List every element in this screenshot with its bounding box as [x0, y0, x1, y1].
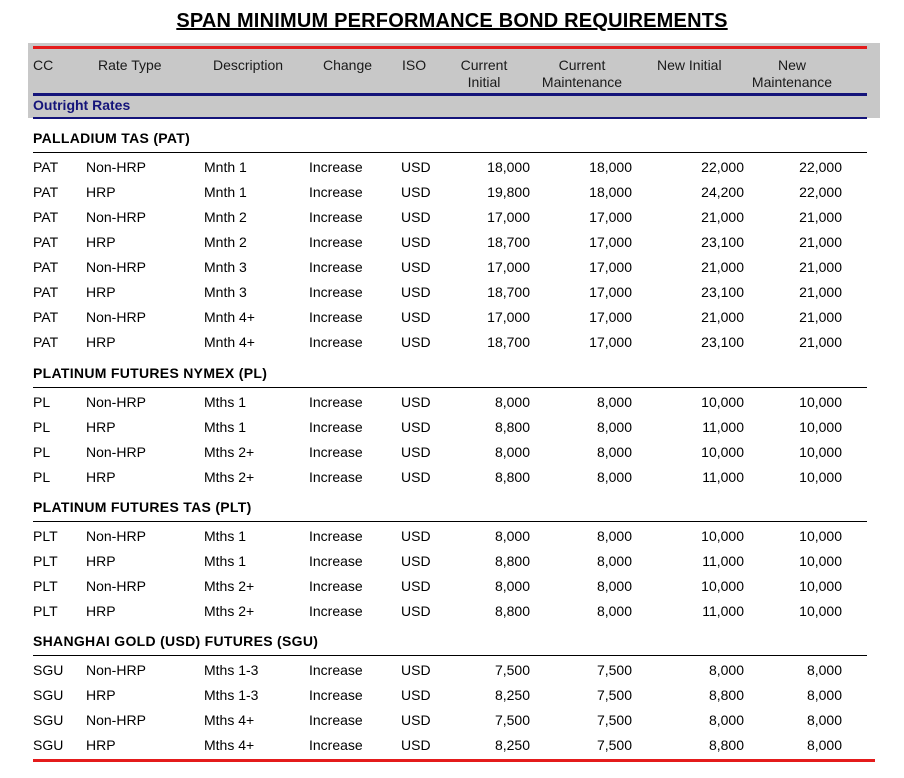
cell-cc: PL: [33, 394, 51, 410]
cell-iso: USD: [401, 662, 431, 678]
cell-rate-type: HRP: [86, 469, 116, 485]
cell-new-initial: 8,000: [708, 662, 744, 678]
cell-change: Increase: [309, 184, 363, 200]
cell-cc: PLT: [33, 603, 58, 619]
cell-description: Mths 2+: [204, 444, 255, 460]
cell-new-initial: 10,000: [701, 394, 744, 410]
cell-current-maintenance: 18,000: [589, 184, 632, 200]
cell-cc: SGU: [33, 687, 64, 703]
cell-new-maintenance: 22,000: [799, 184, 842, 200]
cell-rate-type: Non-HRP: [86, 578, 146, 594]
cell-rate-type: HRP: [86, 234, 116, 250]
cell-description: Mths 1: [204, 394, 247, 410]
cell-iso: USD: [401, 469, 431, 485]
cell-current-maintenance: 17,000: [589, 334, 632, 350]
cell-current-maintenance: 17,000: [589, 234, 632, 250]
cell-new-maintenance: 10,000: [799, 419, 842, 435]
cell-rate-type: Non-HRP: [86, 712, 146, 728]
cell-new-maintenance: 10,000: [799, 528, 842, 544]
cell-change: Increase: [309, 553, 363, 569]
cell-iso: USD: [401, 309, 431, 325]
cell-iso: USD: [401, 419, 431, 435]
cell-rate-type: Non-HRP: [86, 528, 146, 544]
cell-current-maintenance: 7,500: [596, 712, 632, 728]
cell-new-maintenance: 21,000: [799, 284, 842, 300]
col-header-description: Description: [213, 57, 284, 73]
cell-description: Mnth 3: [204, 284, 247, 300]
cell-cc: SGU: [33, 737, 64, 753]
cell-new-maintenance: 8,000: [806, 662, 842, 678]
cell-new-maintenance: 21,000: [799, 259, 842, 275]
section-title: PLATINUM FUTURES TAS (PLT): [33, 499, 252, 515]
cell-description: Mths 1: [204, 553, 247, 569]
cell-new-maintenance: 10,000: [799, 553, 842, 569]
col-header-change: Change: [323, 57, 373, 73]
cell-rate-type: HRP: [86, 334, 116, 350]
page-title: SPAN MINIMUM PERFORMANCE BOND REQUIREMENTS: [176, 10, 728, 32]
cell-current-initial: 18,000: [487, 159, 530, 175]
cell-new-initial: 8,800: [708, 687, 744, 703]
cell-cc: PLT: [33, 528, 58, 544]
cell-rate-type: Non-HRP: [86, 259, 146, 275]
cell-rate-type: HRP: [86, 419, 116, 435]
cell-rate-type: HRP: [86, 603, 116, 619]
cell-change: Increase: [309, 309, 363, 325]
cell-current-maintenance: 18,000: [589, 159, 632, 175]
cell-iso: USD: [401, 234, 431, 250]
cell-current-initial: 8,000: [494, 394, 530, 410]
cell-iso: USD: [401, 159, 431, 175]
cell-new-initial: 21,000: [701, 309, 744, 325]
cell-change: Increase: [309, 209, 363, 225]
cell-description: Mths 2+: [204, 578, 255, 594]
cell-current-initial: 19,800: [487, 184, 530, 200]
cell-current-initial: 8,800: [494, 553, 530, 569]
cell-change: Increase: [309, 444, 363, 460]
section-divider: [33, 655, 867, 656]
cell-change: Increase: [309, 419, 363, 435]
cell-iso: USD: [401, 394, 431, 410]
cell-rate-type: Non-HRP: [86, 394, 146, 410]
col-header-current-maintenance-line2: Maintenance: [541, 74, 623, 90]
cell-new-initial: 10,000: [701, 578, 744, 594]
cell-rate-type: HRP: [86, 737, 116, 753]
cell-current-initial: 8,000: [494, 528, 530, 544]
cell-new-initial: 11,000: [702, 553, 744, 569]
cell-current-maintenance: 17,000: [589, 259, 632, 275]
cell-current-initial: 18,700: [487, 284, 530, 300]
cell-current-initial: 17,000: [487, 209, 530, 225]
cell-cc: PAT: [33, 309, 59, 325]
cell-new-initial: 11,000: [702, 469, 744, 485]
cell-current-maintenance: 8,000: [596, 419, 632, 435]
cell-description: Mnth 1: [204, 159, 247, 175]
cell-change: Increase: [309, 687, 363, 703]
header-top-rule: [33, 46, 867, 49]
cell-rate-type: HRP: [86, 184, 116, 200]
cell-cc: PAT: [33, 184, 59, 200]
cell-description: Mths 1-3: [204, 687, 259, 703]
cell-new-maintenance: 10,000: [799, 394, 842, 410]
cell-change: Increase: [309, 259, 363, 275]
cell-iso: USD: [401, 209, 431, 225]
cell-new-initial: 23,100: [701, 234, 744, 250]
cell-cc: PAT: [33, 209, 59, 225]
cell-current-maintenance: 17,000: [589, 209, 632, 225]
cell-new-initial: 23,100: [701, 334, 744, 350]
cell-current-initial: 8,800: [494, 469, 530, 485]
cell-description: Mnth 1: [204, 184, 247, 200]
cell-new-maintenance: 10,000: [799, 444, 842, 460]
cell-current-initial: 17,000: [487, 309, 530, 325]
cell-new-maintenance: 10,000: [799, 469, 842, 485]
cell-change: Increase: [309, 234, 363, 250]
col-header-rate-type: Rate Type: [98, 57, 162, 73]
cell-iso: USD: [401, 712, 431, 728]
cell-rate-type: Non-HRP: [86, 209, 146, 225]
cell-iso: USD: [401, 184, 431, 200]
cell-cc: SGU: [33, 712, 64, 728]
cell-iso: USD: [401, 259, 431, 275]
cell-current-initial: 18,700: [487, 234, 530, 250]
cell-current-initial: 7,500: [494, 662, 530, 678]
cell-description: Mnth 2: [204, 209, 247, 225]
cell-iso: USD: [401, 444, 431, 460]
cell-current-maintenance: 17,000: [589, 284, 632, 300]
cell-rate-type: HRP: [86, 553, 116, 569]
cell-iso: USD: [401, 603, 431, 619]
cell-change: Increase: [309, 469, 363, 485]
cell-new-maintenance: 21,000: [799, 309, 842, 325]
cell-current-maintenance: 8,000: [596, 528, 632, 544]
cell-iso: USD: [401, 528, 431, 544]
cell-description: Mths 4+: [204, 737, 255, 753]
cell-change: Increase: [309, 578, 363, 594]
cell-current-maintenance: 8,000: [596, 394, 632, 410]
col-header-cc: CC: [33, 57, 54, 73]
cell-current-maintenance: 8,000: [596, 553, 632, 569]
cell-current-initial: 17,000: [487, 259, 530, 275]
section-divider: [33, 152, 867, 153]
cell-current-initial: 7,500: [494, 712, 530, 728]
cell-iso: USD: [401, 737, 431, 753]
cell-current-initial: 8,250: [494, 737, 530, 753]
cell-new-initial: 10,000: [701, 528, 744, 544]
cell-cc: PLT: [33, 578, 58, 594]
cell-current-maintenance: 8,000: [596, 578, 632, 594]
category-label: Outright Rates: [33, 97, 131, 113]
cell-new-initial: 24,200: [701, 184, 744, 200]
cell-new-maintenance: 8,000: [806, 687, 842, 703]
cell-rate-type: HRP: [86, 284, 116, 300]
header-bottom-rule: [33, 93, 867, 96]
cell-current-initial: 8,800: [494, 603, 530, 619]
cell-new-maintenance: 22,000: [799, 159, 842, 175]
cell-change: Increase: [309, 603, 363, 619]
cell-rate-type: Non-HRP: [86, 444, 146, 460]
section-divider: [33, 521, 867, 522]
cell-description: Mnth 2: [204, 234, 247, 250]
cell-iso: USD: [401, 284, 431, 300]
cell-rate-type: Non-HRP: [86, 159, 146, 175]
cell-change: Increase: [309, 662, 363, 678]
cell-new-maintenance: 8,000: [806, 737, 842, 753]
cell-new-initial: 11,000: [702, 419, 744, 435]
col-header-new-maintenance-line1: New: [777, 57, 806, 73]
cell-current-initial: 8,250: [494, 687, 530, 703]
cell-change: Increase: [309, 737, 363, 753]
cell-current-maintenance: 7,500: [596, 687, 632, 703]
cell-rate-type: HRP: [86, 687, 116, 703]
cell-rate-type: Non-HRP: [86, 662, 146, 678]
cell-current-maintenance: 8,000: [596, 469, 632, 485]
cell-new-initial: 8,800: [708, 737, 744, 753]
cell-cc: PL: [33, 469, 51, 485]
cell-cc: PAT: [33, 334, 59, 350]
cell-new-initial: 8,000: [708, 712, 744, 728]
cell-change: Increase: [309, 284, 363, 300]
col-header-current-initial: [448, 57, 520, 91]
cell-new-maintenance: 21,000: [799, 234, 842, 250]
cell-current-initial: 18,700: [487, 334, 530, 350]
cell-current-initial: 8,000: [494, 578, 530, 594]
cell-current-initial: 8,000: [494, 444, 530, 460]
cell-current-maintenance: 8,000: [596, 444, 632, 460]
cell-description: Mths 2+: [204, 469, 255, 485]
cell-description: Mths 1-3: [204, 662, 259, 678]
cell-current-maintenance: 8,000: [596, 603, 632, 619]
col-header-new-initial: New Initial: [657, 57, 722, 73]
cell-iso: USD: [401, 334, 431, 350]
cell-new-maintenance: 10,000: [799, 578, 842, 594]
cell-new-initial: 21,000: [701, 209, 744, 225]
cell-new-maintenance: 10,000: [799, 603, 842, 619]
cell-new-initial: 22,000: [701, 159, 744, 175]
section-title: SHANGHAI GOLD (USD) FUTURES (SGU): [33, 633, 319, 649]
cell-current-maintenance: 7,500: [596, 737, 632, 753]
section-title: PLATINUM FUTURES NYMEX (PL): [33, 365, 268, 381]
cell-new-initial: 10,000: [701, 444, 744, 460]
cell-cc: PLT: [33, 553, 58, 569]
cell-rate-type: Non-HRP: [86, 309, 146, 325]
cell-iso: USD: [401, 687, 431, 703]
cell-current-initial: 8,800: [494, 419, 530, 435]
cell-new-maintenance: 21,000: [799, 334, 842, 350]
col-header-current-initial-line1: Current: [460, 57, 508, 73]
cell-new-initial: 11,000: [702, 603, 744, 619]
col-header-current-initial-line2: Initial: [467, 74, 501, 90]
cell-description: Mnth 4+: [204, 309, 255, 325]
cell-cc: PL: [33, 444, 51, 460]
category-rule: [33, 117, 867, 119]
cell-new-initial: 21,000: [701, 259, 744, 275]
cell-change: Increase: [309, 712, 363, 728]
col-header-new-maintenance-line2: Maintenance: [751, 74, 833, 90]
cell-cc: PL: [33, 419, 51, 435]
section-divider: [33, 387, 867, 388]
cell-current-maintenance: 7,500: [596, 662, 632, 678]
cell-description: Mnth 4+: [204, 334, 255, 350]
cell-new-maintenance: 8,000: [806, 712, 842, 728]
col-header-current-maintenance: [532, 57, 632, 91]
cell-cc: PAT: [33, 234, 59, 250]
cell-new-initial: 23,100: [701, 284, 744, 300]
cell-change: Increase: [309, 159, 363, 175]
cell-change: Increase: [309, 528, 363, 544]
cell-cc: PAT: [33, 259, 59, 275]
col-header-iso: ISO: [402, 57, 427, 73]
cell-change: Increase: [309, 334, 363, 350]
col-header-new-maintenance: [742, 57, 842, 91]
cell-iso: USD: [401, 553, 431, 569]
cell-cc: PAT: [33, 284, 59, 300]
cell-description: Mths 1: [204, 419, 247, 435]
cell-current-maintenance: 17,000: [589, 309, 632, 325]
section-title: PALLADIUM TAS (PAT): [33, 130, 191, 146]
cell-description: Mnth 3: [204, 259, 247, 275]
table-bottom-rule: [33, 759, 875, 762]
cell-change: Increase: [309, 394, 363, 410]
cell-description: Mths 1: [204, 528, 247, 544]
cell-iso: USD: [401, 578, 431, 594]
cell-new-maintenance: 21,000: [799, 209, 842, 225]
cell-cc: PAT: [33, 159, 59, 175]
cell-cc: SGU: [33, 662, 64, 678]
col-header-current-maintenance-line1: Current: [558, 57, 606, 73]
cell-description: Mths 4+: [204, 712, 255, 728]
cell-description: Mths 2+: [204, 603, 255, 619]
